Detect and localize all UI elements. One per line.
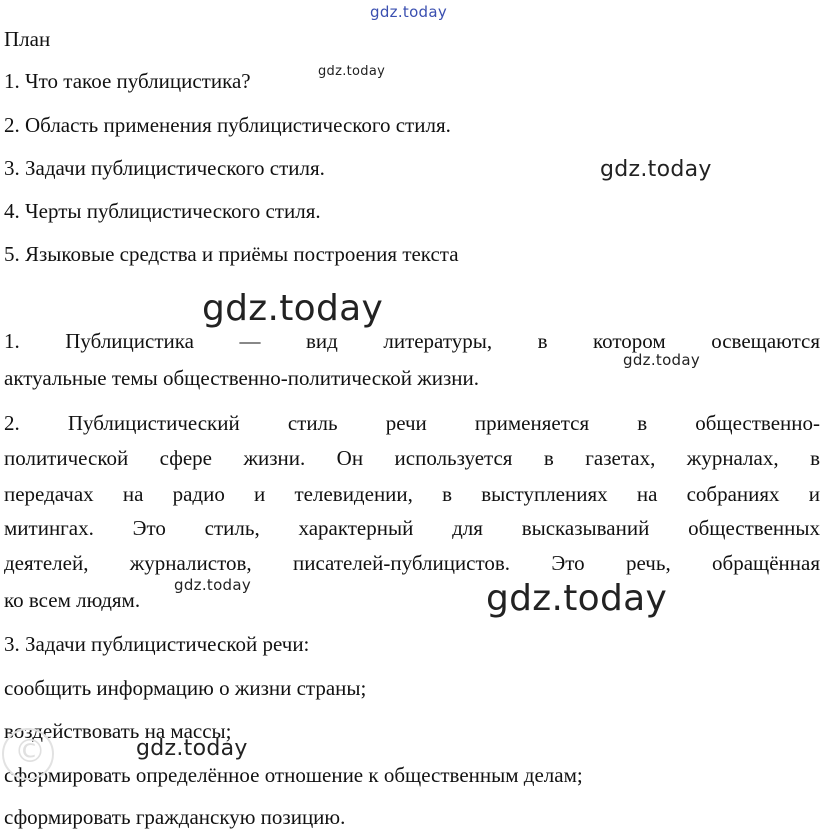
p2-line-4: митингах. Это стиль, характерный для высказываний общественных [4, 516, 820, 540]
p1-line-1: 1. Публицистика — вид литературы, в котором освещаются [4, 329, 820, 353]
plan-item-5: 5. Языковые средства и приёмы построения текста [4, 242, 459, 266]
watermark-medium-1: gdz.today [600, 157, 712, 182]
plan-title: План [4, 27, 51, 51]
watermark-small-2: gdz.today [623, 351, 701, 369]
plan-item-4: 4. Черты публицистического стиля. [4, 199, 321, 223]
p2-line-2: политической сфере жизни. Он используется в газетах, журналах, в [4, 446, 820, 470]
plan-item-3: 3. Задачи публицистического стиля. [4, 156, 325, 180]
p2-line-1: 2. Публицистический стиль речи применяется в общественно- [4, 411, 820, 435]
p3-item-1: сообщить информацию о жизни страны; [4, 676, 367, 700]
p3-item-2: воздействовать на массы; [4, 719, 232, 743]
p2-line-6: ко всем людям. [4, 588, 141, 612]
p3-heading: 3. Задачи публицистической речи: [4, 632, 310, 656]
p1-line-2: актуальные темы общественно-политической жизни. [4, 366, 479, 390]
watermark-top: gdz.today [370, 3, 448, 21]
p2-line-3: передачах на радио и телевидении, в выступлениях на собраниях и [4, 482, 820, 506]
watermark-small-1: gdz.today [318, 64, 386, 79]
p3-item-4: сформировать гражданскую позицию. [4, 805, 346, 829]
p2-line-5: деятелей, журналистов, писателей-публицистов. Это речь, обращённая [4, 551, 820, 575]
plan-item-2: 2. Область применения публицистического стиля. [4, 113, 451, 137]
watermark-large-2: gdz.today [486, 578, 668, 619]
watermark-large-1: gdz.today [202, 288, 384, 329]
copyright-logo [2, 728, 54, 780]
p3-item-3: сформировать определённое отношение к общественным делам; [4, 763, 583, 787]
plan-item-1: 1. Что такое публицистика? [4, 69, 251, 93]
watermark-small-3: gdz.today [174, 576, 252, 594]
watermark-medium-2: gdz.today [136, 736, 248, 761]
